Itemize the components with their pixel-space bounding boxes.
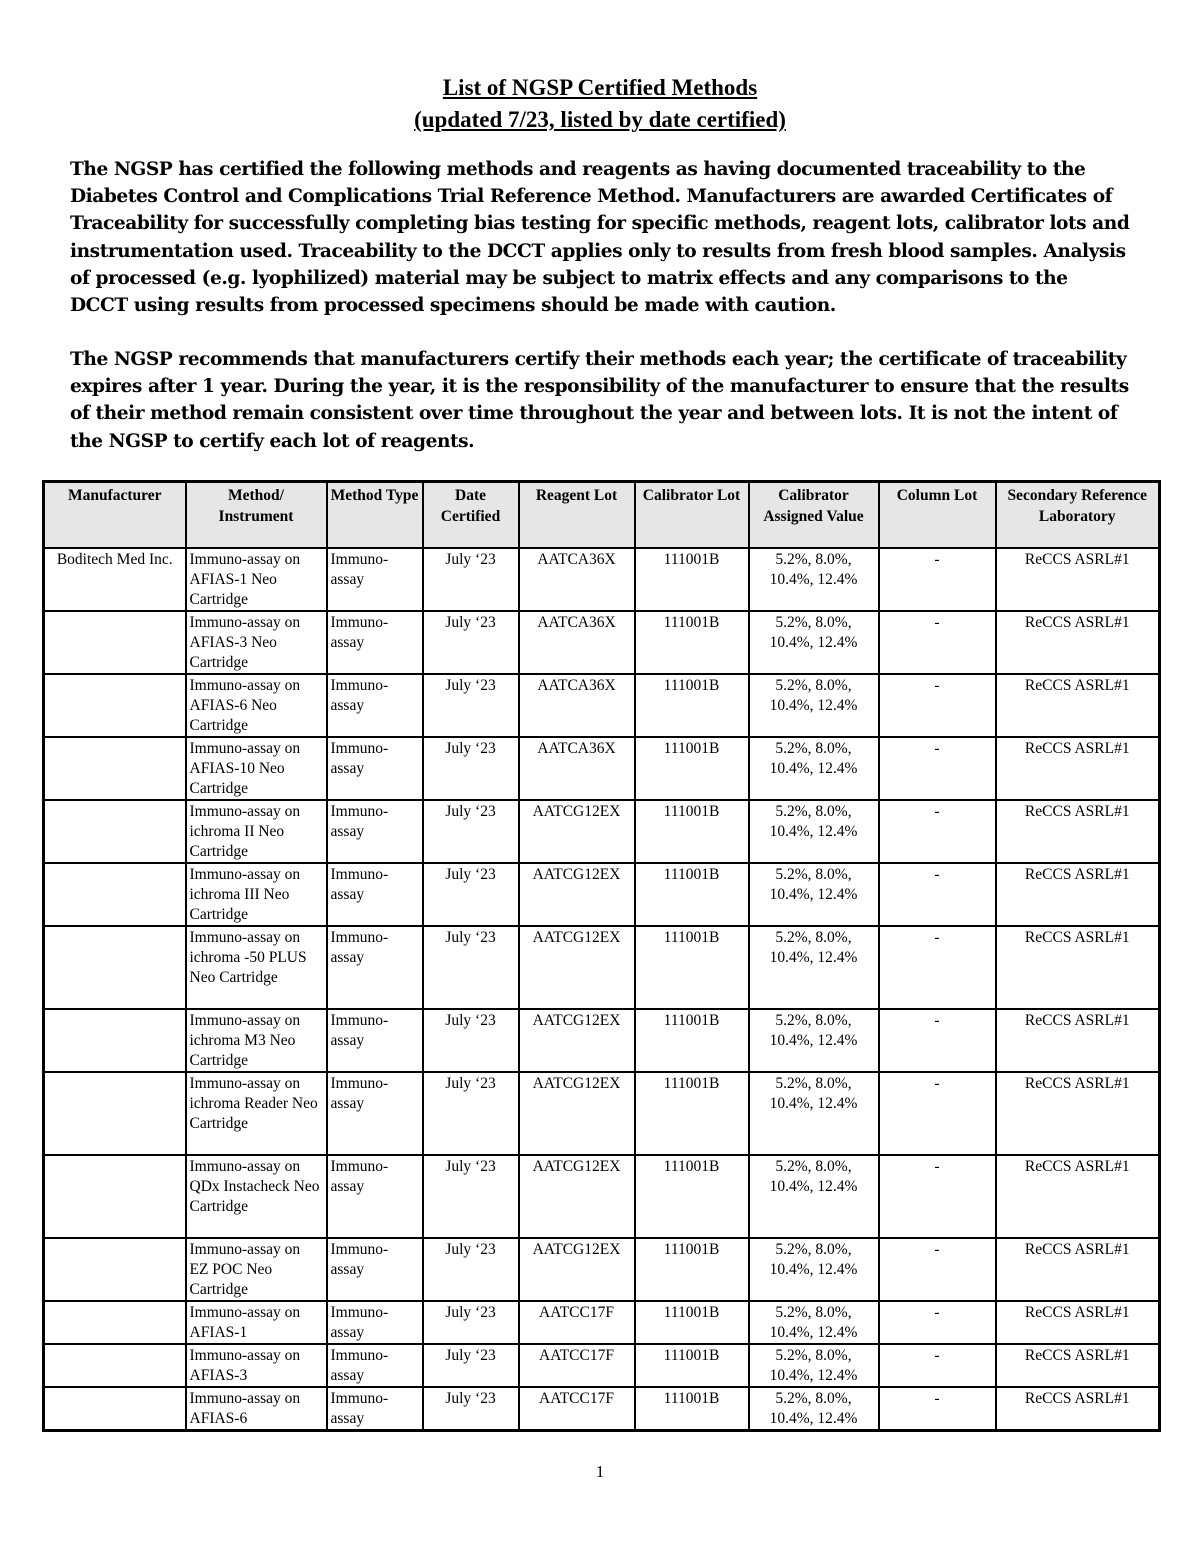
cell-manufacturer [44, 737, 186, 800]
cell-date: July ‘23 [423, 674, 519, 737]
cell-method: Immuno-assay on AFIAS-6 Neo Cartridge [186, 674, 327, 737]
cell-date: July ‘23 [423, 548, 519, 611]
cell-method: Immuno-assay on QDx Instacheck Neo Cartridge [186, 1155, 327, 1238]
cell-date: July ‘23 [423, 1009, 519, 1072]
cell-method-type: Immuno-assay [327, 674, 423, 737]
cell-column-lot: - [879, 737, 996, 800]
cell-date: July ‘23 [423, 611, 519, 674]
document-title [0, 72, 1200, 136]
cell-assigned-value: 5.2%, 8.0%, 10.4%, 12.4% [749, 1072, 879, 1155]
cell-assigned-value: 5.2%, 8.0%, 10.4%, 12.4% [749, 1344, 879, 1387]
cell-method-type: Immuno-assay [327, 548, 423, 611]
cell-method: Immuno-assay on AFIAS-3 Neo Cartridge [186, 611, 327, 674]
cell-column-lot: - [879, 548, 996, 611]
cell-reagent-lot: AATCG12EX [519, 1009, 635, 1072]
cell-calibrator-lot: 111001B [635, 1301, 749, 1344]
cell-reagent-lot: AATCA36X [519, 674, 635, 737]
cell-method: Immuno-assay on ichroma Reader Neo Cartridge [186, 1072, 327, 1155]
header-column-lot: Column Lot [879, 482, 996, 549]
cell-method: Immuno-assay on AFIAS-1 Neo Cartridge [186, 548, 327, 611]
cell-manufacturer [44, 800, 186, 863]
cell-method: Immuno-assay on AFIAS-3 [186, 1344, 327, 1387]
cell-calibrator-lot: 111001B [635, 1072, 749, 1155]
cell-reference-lab: ReCCS ASRL#1 [996, 737, 1160, 800]
cell-column-lot: - [879, 1155, 996, 1238]
table-row [44, 737, 1160, 800]
cell-assigned-value: 5.2%, 8.0%, 10.4%, 12.4% [749, 548, 879, 611]
cell-calibrator-lot: 111001B [635, 1387, 749, 1431]
cell-column-lot: - [879, 1009, 996, 1072]
cell-column-lot: - [879, 1072, 996, 1155]
cell-reagent-lot: AATCG12EX [519, 1072, 635, 1155]
cell-column-lot: - [879, 1301, 996, 1344]
cell-manufacturer [44, 1344, 186, 1387]
cell-method-type: Immuno-assay [327, 1387, 423, 1431]
cell-reagent-lot: AATCG12EX [519, 800, 635, 863]
title-line-2: (updated 7/23, listed by date certified) [414, 107, 786, 132]
cell-method: Immuno-assay on AFIAS-1 [186, 1301, 327, 1344]
cell-calibrator-lot: 111001B [635, 737, 749, 800]
cell-assigned-value: 5.2%, 8.0%, 10.4%, 12.4% [749, 800, 879, 863]
cell-assigned-value: 5.2%, 8.0%, 10.4%, 12.4% [749, 1009, 879, 1072]
table-row [44, 1155, 1160, 1238]
cell-reagent-lot: AATCG12EX [519, 863, 635, 926]
cell-column-lot: - [879, 800, 996, 863]
cell-manufacturer [44, 1072, 186, 1155]
cell-reagent-lot: AATCC17F [519, 1387, 635, 1431]
cell-reference-lab: ReCCS ASRL#1 [996, 800, 1160, 863]
cell-method: Immuno-assay on ichroma M3 Neo Cartridge [186, 1009, 327, 1072]
cell-method-type: Immuno-assay [327, 1155, 423, 1238]
cell-reagent-lot: AATCC17F [519, 1301, 635, 1344]
table-row [44, 611, 1160, 674]
header-reference-lab: Secondary Reference Laboratory [996, 482, 1160, 549]
cell-assigned-value: 5.2%, 8.0%, 10.4%, 12.4% [749, 1387, 879, 1431]
table-row [44, 1072, 1160, 1155]
cell-date: July ‘23 [423, 737, 519, 800]
cell-assigned-value: 5.2%, 8.0%, 10.4%, 12.4% [749, 674, 879, 737]
cell-date: July ‘23 [423, 1344, 519, 1387]
cell-manufacturer [44, 863, 186, 926]
table-row [44, 926, 1160, 1009]
cell-date: July ‘23 [423, 863, 519, 926]
cell-reference-lab: ReCCS ASRL#1 [996, 611, 1160, 674]
cell-assigned-value: 5.2%, 8.0%, 10.4%, 12.4% [749, 1155, 879, 1238]
cell-reagent-lot: AATCA36X [519, 737, 635, 800]
cell-reference-lab: ReCCS ASRL#1 [996, 1155, 1160, 1238]
cell-date: July ‘23 [423, 1155, 519, 1238]
cell-calibrator-lot: 111001B [635, 863, 749, 926]
cell-method-type: Immuno-assay [327, 1301, 423, 1344]
header-method: Method/ Instrument [186, 482, 327, 549]
cell-manufacturer [44, 674, 186, 737]
cell-method-type: Immuno-assay [327, 1009, 423, 1072]
cell-date: July ‘23 [423, 800, 519, 863]
cell-manufacturer [44, 1238, 186, 1301]
cell-reference-lab: ReCCS ASRL#1 [996, 863, 1160, 926]
cell-calibrator-lot: 111001B [635, 1009, 749, 1072]
certified-methods-table [42, 480, 1161, 1432]
cell-column-lot: - [879, 611, 996, 674]
cell-reference-lab: ReCCS ASRL#1 [996, 1387, 1160, 1431]
table-header-row [44, 482, 1160, 549]
cell-method: Immuno-assay on AFIAS-6 [186, 1387, 327, 1431]
cell-method: Immuno-assay on ichroma III Neo Cartridge [186, 863, 327, 926]
cell-reference-lab: ReCCS ASRL#1 [996, 548, 1160, 611]
cell-column-lot: - [879, 674, 996, 737]
table-row [44, 1009, 1160, 1072]
recommendation-paragraph: The NGSP recommends that manufacturers certify their methods each year; the certificate of traceability expires after 1 year. During the year, it is the responsibility of the manufacturer to ensure that the results of their method remain consistent over time throughout the year and between lots. It is not the intent of the NGSP to certify each lot of reagents. [70, 349, 1129, 452]
cell-reference-lab: ReCCS ASRL#1 [996, 926, 1160, 1009]
cell-reagent-lot: AATCC17F [519, 1344, 635, 1387]
table-row [44, 1344, 1160, 1387]
intro-paragraph: The NGSP has certified the following methods and reagents as having documented traceability to the Diabetes Control and Complications Trial Reference Method. Manufacturers are awarded Certificates of Traceability for successfully completing bias testing for specific methods, reagent lots, calibrator lots and instrumentation used. Traceability to the DCCT applies only to results from fresh blood samples. Analysis of processed (e.g. lyophilized) material may be subject to matrix effects and any comparisons to the DCCT using results from processed specimens should be made with caution. [70, 159, 1130, 317]
table-row [44, 674, 1160, 737]
cell-method: Immuno-assay on AFIAS-10 Neo Cartridge [186, 737, 327, 800]
title-line-1: List of NGSP Certified Methods [442, 75, 758, 100]
cell-reference-lab: ReCCS ASRL#1 [996, 1344, 1160, 1387]
cell-assigned-value: 5.2%, 8.0%, 10.4%, 12.4% [749, 926, 879, 1009]
cell-assigned-value: 5.2%, 8.0%, 10.4%, 12.4% [749, 1301, 879, 1344]
cell-date: July ‘23 [423, 1072, 519, 1155]
cell-method-type: Immuno-assay [327, 737, 423, 800]
cell-method: Immuno-assay on ichroma II Neo Cartridge [186, 800, 327, 863]
cell-assigned-value: 5.2%, 8.0%, 10.4%, 12.4% [749, 1238, 879, 1301]
header-method-type: Method Type [327, 482, 423, 549]
cell-calibrator-lot: 111001B [635, 674, 749, 737]
cell-method: Immuno-assay on ichroma -50 PLUS Neo Cartridge [186, 926, 327, 1009]
cell-assigned-value: 5.2%, 8.0%, 10.4%, 12.4% [749, 737, 879, 800]
cell-manufacturer [44, 1009, 186, 1072]
table-row [44, 863, 1160, 926]
cell-date: July ‘23 [423, 1301, 519, 1344]
page-number: 1 [595, 1462, 605, 1481]
table-row [44, 1238, 1160, 1301]
cell-date: July ‘23 [423, 1238, 519, 1301]
cell-manufacturer [44, 1387, 186, 1431]
table-row [44, 548, 1160, 611]
cell-reagent-lot: AATCG12EX [519, 1238, 635, 1301]
cell-manufacturer: Boditech Med Inc. [44, 548, 186, 611]
cell-method-type: Immuno-assay [327, 1344, 423, 1387]
cell-manufacturer [44, 1301, 186, 1344]
cell-column-lot: - [879, 1238, 996, 1301]
cell-calibrator-lot: 111001B [635, 1344, 749, 1387]
cell-column-lot: - [879, 863, 996, 926]
cell-reference-lab: ReCCS ASRL#1 [996, 1072, 1160, 1155]
cell-calibrator-lot: 111001B [635, 800, 749, 863]
table-row [44, 1387, 1160, 1431]
cell-method-type: Immuno-assay [327, 800, 423, 863]
cell-column-lot: - [879, 1387, 996, 1431]
cell-reagent-lot: AATCA36X [519, 611, 635, 674]
cell-calibrator-lot: 111001B [635, 1155, 749, 1238]
cell-column-lot: - [879, 926, 996, 1009]
header-calibrator-lot: Calibrator Lot [635, 482, 749, 549]
cell-reagent-lot: AATCG12EX [519, 926, 635, 1009]
table-row [44, 800, 1160, 863]
cell-method-type: Immuno-assay [327, 1072, 423, 1155]
header-manufacturer: Manufacturer [44, 482, 186, 549]
cell-method-type: Immuno-assay [327, 611, 423, 674]
cell-method-type: Immuno-assay [327, 926, 423, 1009]
cell-assigned-value: 5.2%, 8.0%, 10.4%, 12.4% [749, 863, 879, 926]
cell-calibrator-lot: 111001B [635, 1238, 749, 1301]
cell-date: July ‘23 [423, 926, 519, 1009]
cell-calibrator-lot: 111001B [635, 926, 749, 1009]
cell-method: Immuno-assay on EZ POC Neo Cartridge [186, 1238, 327, 1301]
header-date-certified: Date Certified [423, 482, 519, 549]
cell-manufacturer [44, 926, 186, 1009]
cell-reference-lab: ReCCS ASRL#1 [996, 674, 1160, 737]
cell-manufacturer [44, 1155, 186, 1238]
cell-reference-lab: ReCCS ASRL#1 [996, 1238, 1160, 1301]
cell-assigned-value: 5.2%, 8.0%, 10.4%, 12.4% [749, 611, 879, 674]
header-reagent-lot: Reagent Lot [519, 482, 635, 549]
cell-calibrator-lot: 111001B [635, 548, 749, 611]
cell-reference-lab: ReCCS ASRL#1 [996, 1009, 1160, 1072]
cell-method-type: Immuno-assay [327, 1238, 423, 1301]
cell-reference-lab: ReCCS ASRL#1 [996, 1301, 1160, 1344]
cell-method-type: Immuno-assay [327, 863, 423, 926]
cell-date: July ‘23 [423, 1387, 519, 1431]
cell-reagent-lot: AATCA36X [519, 548, 635, 611]
cell-reagent-lot: AATCG12EX [519, 1155, 635, 1238]
cell-calibrator-lot: 111001B [635, 611, 749, 674]
header-assigned-value: Calibrator Assigned Value [749, 482, 879, 549]
cell-column-lot: - [879, 1344, 996, 1387]
cell-manufacturer [44, 611, 186, 674]
table-row [44, 1301, 1160, 1344]
